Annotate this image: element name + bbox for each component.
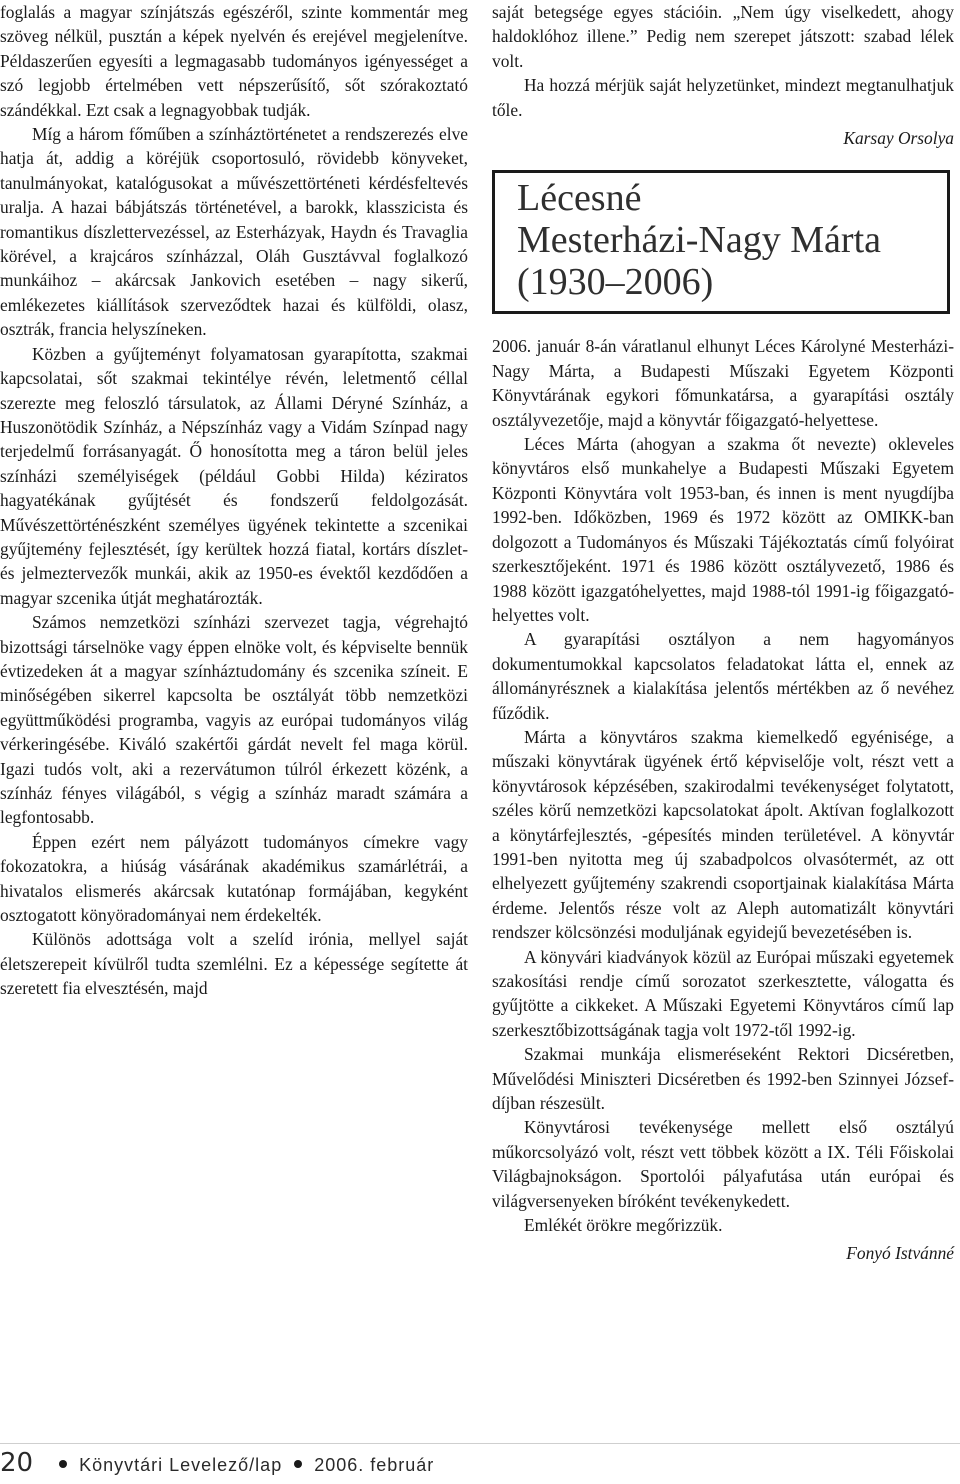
left-paragraph-4: Számos nemzetközi színházi szervezet tagja, végrehajtó bizottsági társelnöke vagy éppen elnöke volt, és képviselte bennük évtizedeken át a magyar színháztudomány és szcenika színeit. E minőségében sikerrel kapcsolta be osztályát több nemzetközi együttműködési programba, vagyis az európai tudományos világ vérkeringésébe. Kiváló szakértői gárdát nevelt fel maga körül. Igazi tudós volt, aki a rezervátumon túlról érkezett közénk, a színház fényes világából, s végig a színház maradt számára a legfontosabb.	[0, 612, 468, 828]
bullet-icon	[294, 1460, 302, 1468]
left-paragraph-5: Éppen ezért nem pályázott tudományos címekre vagy fokozatokra, a hiúság vásárának akadémikus szamárlétrái, a hivatalos elismerés akárcsak kutatónap formájában, kegyként osztogatott könyöradományai nem érdekelték.	[0, 831, 468, 926]
left-paragraph-1: foglalás a magyar színjátszás egészéről, szinte kommentár meg szöveg nélkül, pusztán a képek nyelvén és erejével megjelenítve. Példaszerűen egyesíti a legmagasabb tudományos igényességet a szó legjobb értelmében vett népszerűsítő, sőt szórakoztató szándékkal. Ezt csak a legnagyobbak tudják.	[0, 2, 468, 120]
signature-fonyo: Fonyó Istvánné	[846, 1243, 954, 1264]
right-continuation: saját betegsége egyes stációin. „Nem úgy viselkedett, ahogy haldoklóhoz illene.” Pedig nem szerepet játszott: szabad lélek volt.	[492, 2, 954, 71]
obituary-paragraph-1: 2006. január 8-án váratlanul elhunyt Léces Károlyné Mesterházi-Nagy Márta, a Budapesti Műszaki Egyetem Központi Könyvtárának egykori főmunkatársa, a gyarapítási osztály osztályvezetője, majd a könyvtár főigazgató-helyettese.	[492, 336, 954, 430]
page-number: 20	[0, 1448, 34, 1478]
obituary-paragraph-5: A könyvári kiadványok közül az Európai műszaki egyetemek szakosítási rendje című sorozatot szerkesztette, válogatta és gyűjtötte a cikkeket. A Műszaki Egyetemi Könyvtáros című lap szerkesztőbizottságának tagja volt 1972-től 1992-ig.	[492, 946, 954, 1040]
obituary-paragraph-7: Könyvtárosi tevékenysége mellett első osztályú műkorcsolyázó volt, részt vett többek között a IX. Téli Főiskolai Világbajnokságon. Sportolói pályafutása után európai és világversenyeken bíróként tevékenykedett.	[492, 1117, 954, 1211]
obituary-paragraph-2: Léces Márta (ahogyan a szakma őt nevezte) okleveles könyvtáros első munkahelye a Budapesti Műszaki Egyetem Központi Könyvtára volt 1953-ban, és innen is ment nyugdíjba 1992-ben. Időközben, 1969 és 1972 között az OMIKK-ban dolgozott a Tudományos és Műszaki Tájékoztatás című folyóirat szerkesztőjeként. 1971 és 1986 között osztályvezető, 1986 és 1988 között igazgatóhelyettes, majd 1988-tól 1991-ig főigazgató-helyettes volt.	[492, 434, 954, 625]
obituary-title-box	[492, 170, 950, 314]
right-closing: Ha hozzá mérjük saját helyzetünket, mindezt megtanulhatjuk tőle.	[492, 75, 954, 120]
obituary-paragraph-3: A gyarapítási osztályon a nem hagyományos dokumentumokkal kapcsolatos feladatokat látta el, ennek az állományrésznek a kialakítása jelentős mértékben az ő nevéhez fűződik.	[492, 629, 954, 723]
obituary-title-line-1: Lécesné	[517, 177, 642, 220]
left-paragraph-2: Míg a három főműben a színháztörténetet a rendszerezés elve hatja át, addig a köréjük csoportosuló, rövidebb könyveket, tanulmányokat, katalógusokat a művészettörténeti kérdésfeltevés uralja. A hazai bábjátszás történetével, a barokk, klasszicista és romantikus díszlettervezéssel, az Esterházyak, Haydn és Travaglia körével, a krajcáros színházzal, Oláh Gusztávval foglalkozó munkáihoz – akárcsak Jankovich esetében – nagy sikerű, emlékezetes kiállítások szerveződtek hazai és külföldi, olasz, osztrák, francia helyszíneken.	[0, 124, 468, 340]
obituary-title-line-2: Mesterházi-Nagy Márta	[517, 219, 882, 262]
signature-karsay: Karsay Orsolya	[843, 128, 954, 149]
page-footer	[0, 1448, 434, 1480]
obituary-title-line-3: (1930–2006)	[517, 261, 714, 304]
issue-date: 2006. február	[314, 1455, 435, 1475]
left-paragraph-3: Közben a gyűjteményt folyamatosan gyarapította, szakmai kapcsolatai, sőt szakmai tekintélye révén, leletmentő céllal szerezte meg feloszló társulatok, az Állami Déryné Színház, a Huszonötödik Színház, a Népszínház vagy a Vidám Színpad nagy terjedelmű forrásanyagát. Ő honosította meg a táron belül jeles színházi személyiségek (például Gobbi Hilda) kéziratos hagyatékának gyűjtését és fondszerű feldolgozását. Művészettörténészként személyes ügyének tekintette a szcenikai gyűjtemény fejlesztését, így kerültek hozzá fiatal, kortárs díszlet- és jelmeztervezők munkái, akik az 1950-es évektől kezdődően a magyar szcenika útját meghatározták.	[0, 343, 468, 608]
left-column	[0, 0, 468, 1001]
right-column	[492, 0, 954, 1266]
obituary-paragraph-8: Emlékét örökre megőrizzük.	[524, 1215, 723, 1236]
journal-name: Könyvtári Levelező/lap	[79, 1455, 283, 1475]
left-paragraph-6: Különös adottsága volt a szelíd irónia, mellyel saját életszerepeit kívülről tudta szemlélni. Ez a képessége segítette át szeretett fia elvesztésén, majd	[0, 929, 468, 999]
obituary-paragraph-4: Márta a könyvtáros szakma kiemelkedő egyénisége, a műszaki könyvtárak ügyének értő képviselője volt, részt vett a könyvtárosok képzésében, szakirodalmi tevékenységet folytatott, széles körű nemzetközi kapcsolatokat ápolt. Aktívan foglalkozott a könytárfejlesztés, -gépesítés minden területével. A könyvtár 1991-ben nyitotta meg új szabadpolcos olvasótermét, az ott elhelyezett gyűjtemény szakrendi csoportjainak kialakítása Márta érdeme. Jelentős része volt az Aleph automatizált könyvtári rendszer kölcsönzési moduljának egyidejű bevezetésében is.	[492, 726, 954, 943]
obituary-paragraph-6: Szakmai munkája elismeréseként Rektori Dicséretben, Művelődési Miniszteri Dicséretben és 1992-ben Szinnyei József-díjban részesült.	[492, 1044, 954, 1114]
footer-divider	[0, 1443, 960, 1444]
bullet-icon	[59, 1460, 67, 1468]
